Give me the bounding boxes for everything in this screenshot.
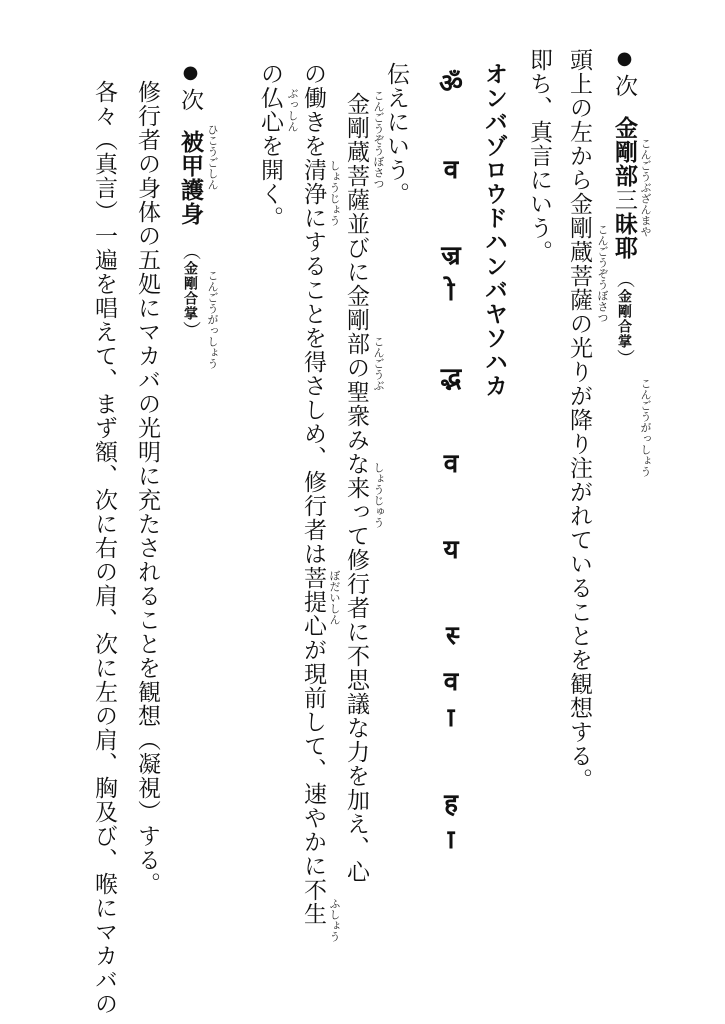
text-col-6: 伝えにいう。 <box>383 62 409 206</box>
mantra-siddham: ॐ व ज्रो द्भ व य स्वा हा <box>434 64 464 866</box>
ruby-kongouzou-bosatsu-2: こんごうぞうぼさつ <box>372 90 385 189</box>
text-col-9: の仏心を開く。 <box>257 62 283 230</box>
mantra-katakana: オンバゾロウドハンバヤソハカ <box>481 62 507 398</box>
text-col-11: 修行者の身体の五処にマカバの光明に充たされることを観想（凝視）する。 <box>134 80 160 896</box>
ruby-kongoubu: こんごうぶ <box>372 336 385 391</box>
ruby-kongougasshou: こんごうがっしょう <box>639 378 652 477</box>
ruby-kongoubu-zanmaya: こんごうぶざんまや <box>639 138 652 237</box>
ruby-hikougoshin: ひこうごしん <box>206 124 219 190</box>
text-col-12: 各々（真言）一遍を唱えて、まず額、次に右の肩、次に左の肩、胸及び、喉にマカバの <box>91 80 117 1016</box>
heading-hikougoshin: ●次被甲護身（金剛合掌） <box>177 62 203 340</box>
ruby-bodaishin: ぼだいしん <box>328 570 341 625</box>
bullet-icon: ● <box>614 48 635 70</box>
text-col-7: 金剛蔵菩薩並びに金剛部の聖衆みな来って修行者に不思議な力を加え、心 <box>343 92 369 884</box>
text-col-3: 即ち、真言にいう。 <box>526 48 552 264</box>
text-col-2: 頭上の左から金剛蔵菩薩の光りが降り注がれていることを観想する。 <box>566 48 592 792</box>
heading-kongoubu-zanmaya: ●次金剛部三昧耶（金剛合掌） <box>611 48 637 368</box>
ruby-kongouzou-bosatsu: こんごうぞうぼさつ <box>596 224 609 323</box>
ruby-shoujuu: しょうじゅう <box>372 462 385 528</box>
ruby-busshin: ぶっしん <box>286 88 299 132</box>
text-col-8: の働きを清浄にすることを得さしめ、修行者は菩提心が現前して、速やかに不生 <box>300 62 326 926</box>
ruby-kongougasshou-2: こんごうがっしょう <box>206 270 219 369</box>
ruby-fushou: ふしょう <box>328 898 341 942</box>
bullet-icon: ● <box>180 62 201 84</box>
ruby-shoujou: しょうじょう <box>328 160 341 226</box>
